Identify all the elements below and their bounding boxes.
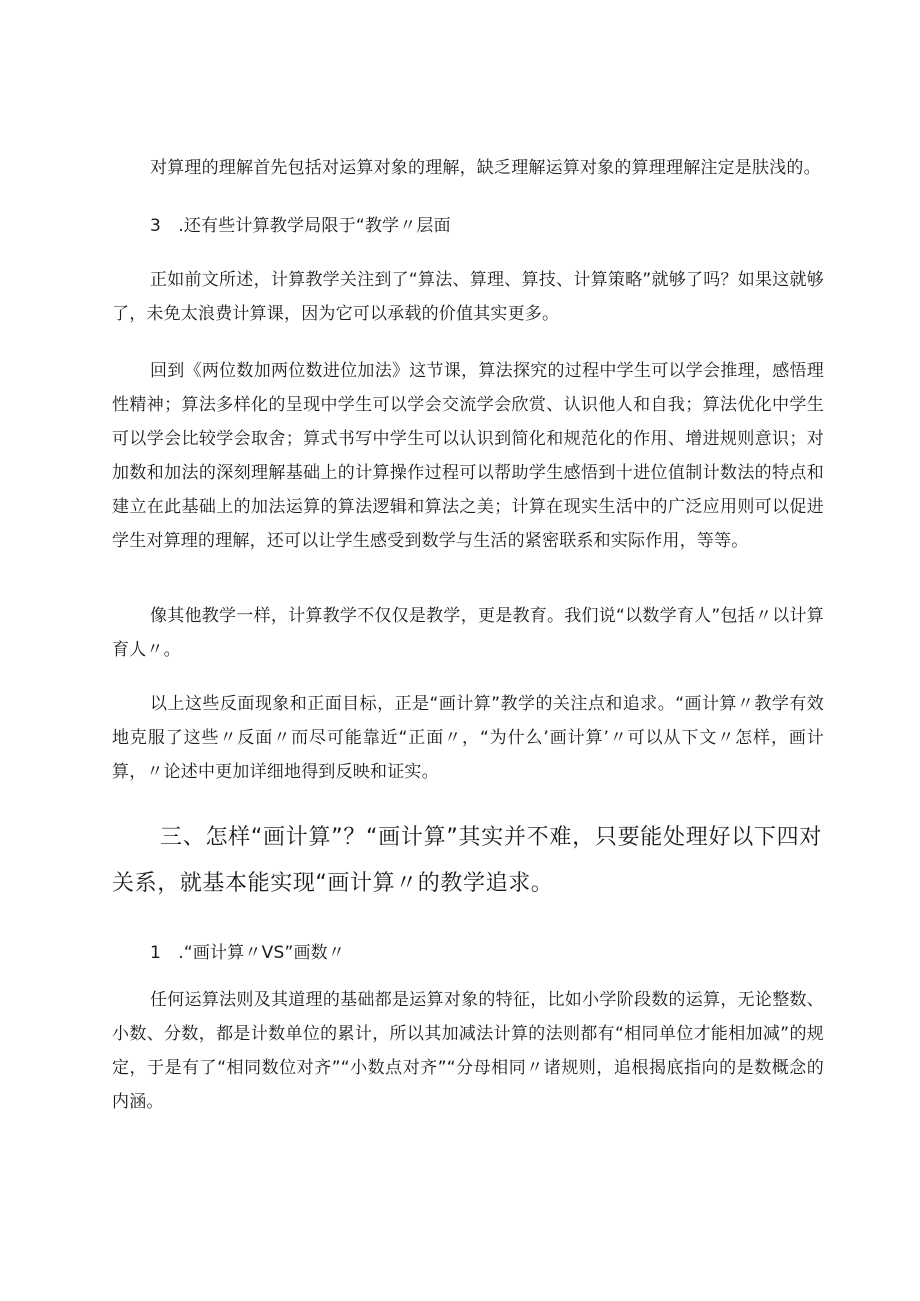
paragraph-understanding: 对算理的理解首先包括对运算对象的理解，缺乏理解运算对象的算理理解注定是肤浅的。 [150,158,821,178]
section-heading-3: 三、怎样“画计算”？“画计算”其实并不难，只要能处理好以下四对关系，就基本能实现“画计算〃的教学追求。 [112,825,822,896]
paragraph-education: 像其他教学一样，计算教学不仅仅是教学，更是教育。我们说“以数学育人”包括〃以计算育人〃。 [112,606,824,660]
subheading-1: 1 .“画计算〃VS”画数〃 [150,943,346,963]
paragraph-as-mentioned: 正如前文所述，计算教学关注到了“算法、算理、算技、计算策略”就够了吗？如果这就够了，未免太浪费计算课，因为它可以承载的价值其实更多。 [112,270,824,324]
subheading-3: 3 .还有些计算教学局限于“教学〃层面 [150,216,451,236]
paragraph-addition-lesson: 回到《两位数加两位数进位加法》这节课，算法探究的过程中学生可以学会推理，感悟理性精神；算法多样化的呈现中学生可以学会交流学会欣赏、认识他人和自我；算法优化中学生可以学会比较学会取舍；算式书写中学生可以认识到简化和规范化的作用、增进规则意识；对加数和加法的深刻理解基础上的计算操作过程可以帮助学生感悟到十进位值制计数法的特点和建立在此基础上的加法运算的算法逻辑和算法之美；计算在现实生活中的广泛应用则可以促进学生对算理的理解，还可以让学生感受到数学与生活的紧密联系和实际作用，等等。 [112,361,824,551]
paragraph-draw-calculation: 以上这些反面现象和正面目标，正是“画计算”教学的关注点和追求。“画计算〃教学有效地克服了这些〃反面〃而尽可能靠近“正面〃，“为什么’画计算’〃可以从下文〃怎样，画计算，〃论述中更加详细地得到反映和证实。 [112,694,824,782]
paragraph-operation-rules: 任何运算法则及其道理的基础都是运算对象的特征，比如小学阶段数的运算，无论整数、小数、分数，都是计数单位的累计，所以其加减法计算的法则都有“相同单位才能相加减”的规定，于是有了“相同数位对齐”“小数点对齐”“分母相同〃诸规则，追根揭底指向的是数概念的内涵。 [112,990,824,1112]
